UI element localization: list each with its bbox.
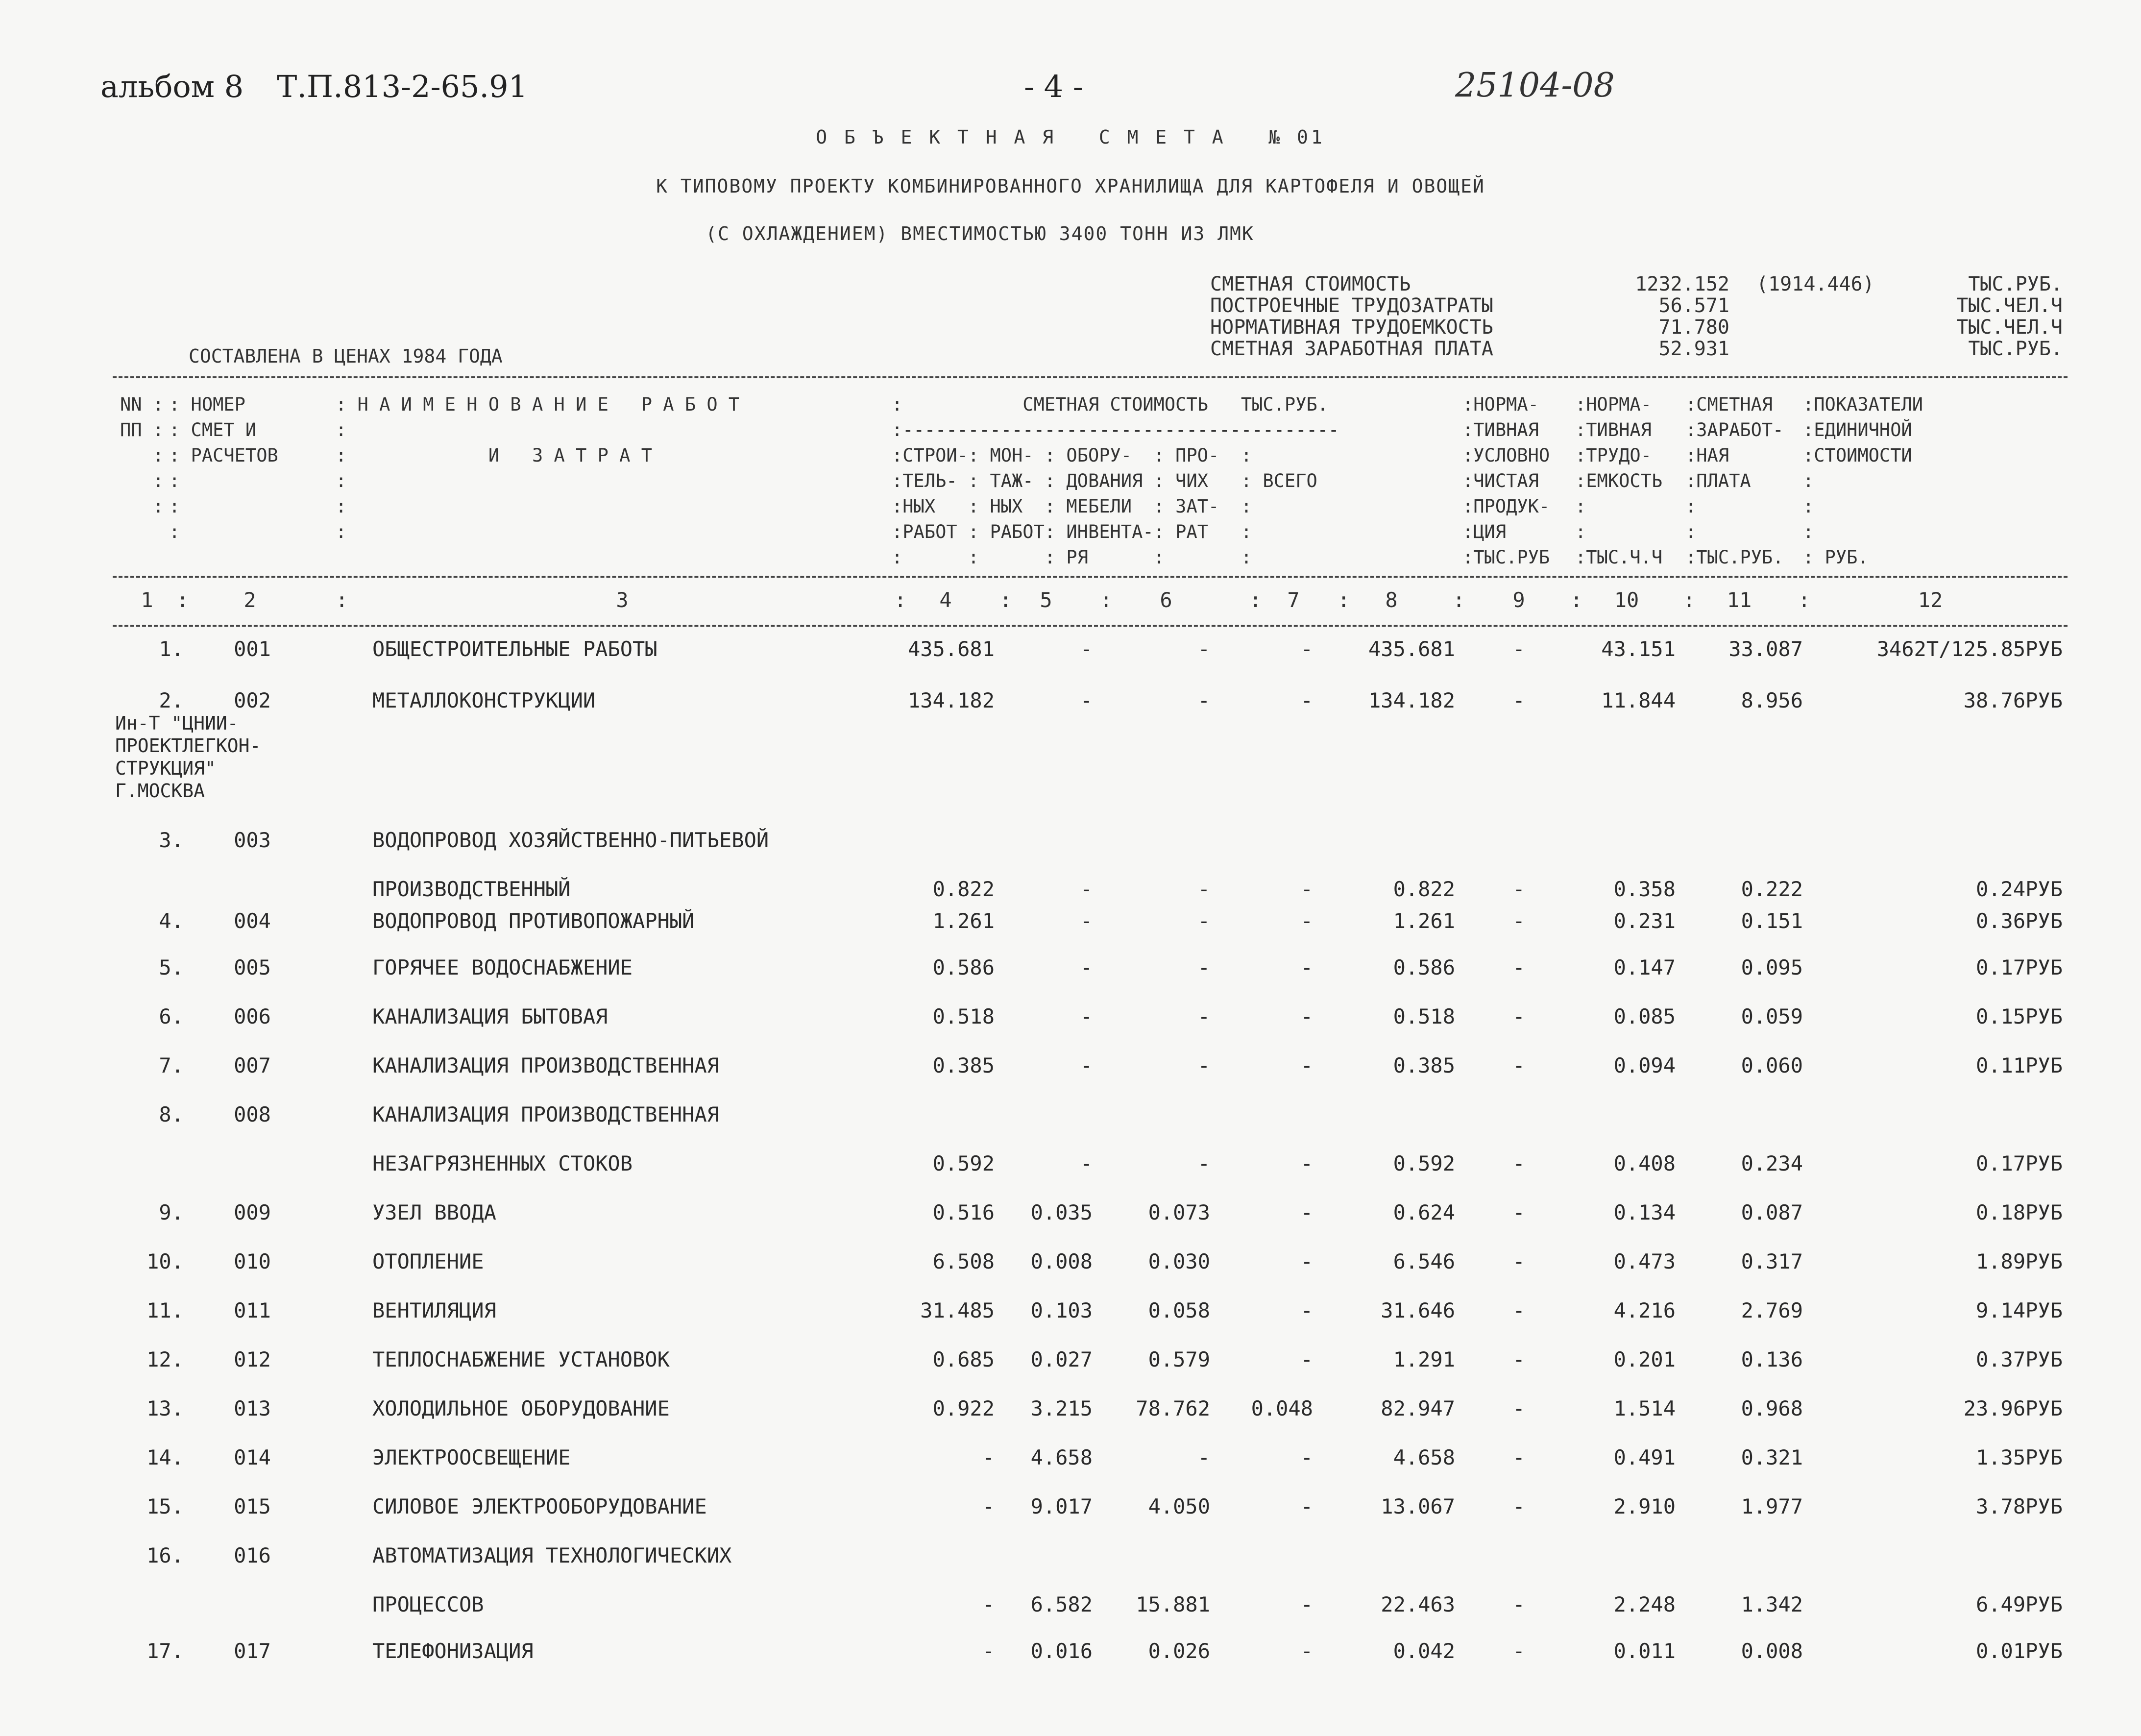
column-number: 6 — [1160, 588, 1172, 612]
value-cell-c10: 0.231 — [1613, 909, 1676, 933]
summary-unit: ТЫС.РУБ. — [1968, 273, 2063, 295]
row-number: 16. — [146, 1543, 184, 1567]
value-cell-c4: 0.516 — [932, 1200, 995, 1224]
estimate-code: 007 — [234, 1053, 271, 1077]
value-cell-c6: - — [1197, 877, 1210, 901]
value-cell-c9: - — [1512, 1592, 1525, 1616]
row-number: 7. — [159, 1053, 184, 1077]
value-cell-c8: 1.261 — [1393, 909, 1455, 933]
value-cell-c8: 31.646 — [1381, 1298, 1455, 1322]
value-cell-c10: 0.085 — [1613, 1004, 1676, 1028]
value-cell-c6: 0.579 — [1148, 1347, 1210, 1371]
value-cell-c4: 0.922 — [932, 1396, 995, 1420]
value-cell-c10: 0.358 — [1613, 877, 1676, 901]
value-cell-c7: - — [1300, 1151, 1313, 1175]
estimate-code: 014 — [234, 1445, 271, 1469]
column-separator: : — [1453, 588, 1465, 612]
value-cell-c9: - — [1512, 1639, 1525, 1663]
value-cell-c11: 0.136 — [1741, 1347, 1803, 1371]
value-cell-c7: - — [1300, 1249, 1313, 1273]
value-cell-c7: - — [1300, 1592, 1313, 1616]
value-cell-c7: - — [1300, 1053, 1313, 1077]
value-cell-c9: - — [1512, 1298, 1525, 1322]
divider — [113, 576, 2068, 578]
album-label: альбом 8 — [100, 69, 244, 104]
value-cell-c9: - — [1512, 1151, 1525, 1175]
value-cell-c8: 0.592 — [1393, 1151, 1455, 1175]
value-cell-c7: - — [1300, 909, 1313, 933]
summary-label: СМЕТНАЯ СТОИМОСТЬ — [1210, 273, 1411, 295]
value-cell-c4: 134.182 — [907, 688, 995, 712]
work-name: ОТОПЛЕНИЕ — [372, 1249, 484, 1273]
col-header-pok: :ПОКАЗАТЕЛИ :ЕДИНИЧНОЙ :СТОИМОСТИ : : : : РУБ. — [1803, 394, 1923, 568]
work-name: ВОДОПРОВОД ПРОТИВОПОЖАРНЫЙ — [372, 909, 695, 933]
value-cell-c5: - — [1080, 637, 1093, 661]
value-cell-c12: 3462Т/125.85РУБ — [1876, 637, 2063, 661]
summary-label: НОРМАТИВНАЯ ТРУДОЕМКОСТЬ — [1210, 316, 1493, 339]
row-number: 4. — [159, 909, 184, 933]
value-cell-c6: 0.073 — [1148, 1200, 1210, 1224]
summary-value: 1232.152 — [1635, 273, 1729, 295]
value-cell-c9: - — [1512, 1200, 1525, 1224]
estimate-subtitle: К ТИПОВОМУ ПРОЕКТУ КОМБИНИРОВАННОГО ХРАНИЛИЩА ДЛЯ КАРТОФЕЛЯ И ОВОЩЕЙ — [656, 175, 1485, 197]
value-cell-c6: - — [1197, 1053, 1210, 1077]
col-header-norm: :НОРМА- :ТИВНАЯ :УСЛОВНО :ЧИСТАЯ :ПРОДУК- :ЦИЯ :ТЫС.РУБ — [1462, 394, 1550, 568]
value-cell-c11: 0.234 — [1741, 1151, 1803, 1175]
estimate-code: 003 — [234, 828, 271, 852]
work-name: ГОРЯЧЕЕ ВОДОСНАБЖЕНИЕ — [372, 955, 633, 979]
value-cell-c7: - — [1300, 637, 1313, 661]
value-cell-c6: - — [1197, 688, 1210, 712]
estimate-code: 002 — [234, 688, 271, 712]
col-header-zp: :СМЕТНАЯ :ЗАРАБОТ- :НАЯ :ПЛАТА : : :ТЫС.РУБ. — [1685, 394, 1784, 568]
value-cell-c9: - — [1512, 1053, 1525, 1077]
row-number: 1. — [159, 637, 184, 661]
value-cell-c12: 0.17РУБ — [1975, 1151, 2063, 1175]
value-cell-c7: - — [1300, 1639, 1313, 1663]
value-cell-c4: - — [982, 1592, 995, 1616]
column-number: 8 — [1385, 588, 1398, 612]
col-header-cost-sub: :СТРОИ-: МОН- : ОБОРУ- : ПРО- : :ТЕЛЬ- : ТАЖ- : ДОВАНИЯ : ЧИХ : ВСЕГО :НЫХ : НЫХ : МЕБЕЛИ : ЗАТ- : :РАБОТ : РАБОТ: ИНВЕНТА-: РАТ : : : : РЯ : : — [892, 445, 1317, 568]
work-name: КАНАЛИЗАЦИЯ ПРОИЗВОДСТВЕННАЯ — [372, 1053, 720, 1077]
value-cell-c12: 1.89РУБ — [1975, 1249, 2063, 1273]
value-cell-c10: 0.408 — [1613, 1151, 1676, 1175]
column-separator: : — [1249, 588, 1262, 612]
value-cell-c12: 0.24РУБ — [1975, 877, 2063, 901]
value-cell-c10: 1.514 — [1613, 1396, 1676, 1420]
column-number: 7 — [1287, 588, 1300, 612]
value-cell-c4: 435.681 — [907, 637, 995, 661]
value-cell-c10: 0.011 — [1613, 1639, 1676, 1663]
value-cell-c11: 0.968 — [1741, 1396, 1803, 1420]
estimate-code: 013 — [234, 1396, 271, 1420]
value-cell-c11: 33.087 — [1728, 637, 1803, 661]
summary-value: 56.571 — [1658, 294, 1729, 317]
value-cell-c12: 0.11РУБ — [1975, 1053, 2063, 1077]
row-number: 17. — [146, 1639, 184, 1663]
value-cell-c9: - — [1512, 1004, 1525, 1028]
value-cell-c5: 4.658 — [1030, 1445, 1093, 1469]
value-cell-c8: 22.463 — [1381, 1592, 1455, 1616]
summary-extra: (1914.446) — [1756, 273, 1874, 295]
value-cell-c11: 0.059 — [1741, 1004, 1803, 1028]
value-cell-c5: 0.103 — [1030, 1298, 1093, 1322]
value-cell-c12: 0.37РУБ — [1975, 1347, 2063, 1371]
estimate-code: 010 — [234, 1249, 271, 1273]
summary-unit: ТЫС.ЧЕЛ.Ч — [1956, 294, 2063, 317]
estimate-title: О Б Ъ Е К Т Н А Я С М Е Т А № 01 — [816, 126, 1325, 148]
value-cell-c5: 0.027 — [1030, 1347, 1093, 1371]
summary-value: 52.931 — [1658, 338, 1729, 360]
column-number: 10 — [1614, 588, 1639, 612]
estimate-code: 006 — [234, 1004, 271, 1028]
value-cell-c6: - — [1197, 909, 1210, 933]
column-separator: : — [894, 588, 907, 612]
value-cell-c4: 0.385 — [932, 1053, 995, 1077]
work-name-continued: ПРОЦЕССОВ — [372, 1592, 484, 1616]
value-cell-c5: - — [1080, 688, 1093, 712]
value-cell-c12: 1.35РУБ — [1975, 1445, 2063, 1469]
value-cell-c10: 4.216 — [1613, 1298, 1676, 1322]
work-name: ВЕНТИЛЯЦИЯ — [372, 1298, 496, 1322]
project-code: Т.П.813-2-65.91 — [277, 69, 528, 104]
value-cell-c5: 0.035 — [1030, 1200, 1093, 1224]
value-cell-c10: 43.151 — [1601, 637, 1676, 661]
value-cell-c5: 6.582 — [1030, 1592, 1093, 1616]
summary-label: ПОСТРОЕЧНЫЕ ТРУДОЗАТРАТЫ — [1210, 294, 1493, 317]
value-cell-c4: 0.822 — [932, 877, 995, 901]
col-header-cost: : СМЕТНАЯ СТОИМОСТЬ ТЫС.РУБ. :---------------------------------------- — [892, 394, 1339, 440]
column-separator: : — [1570, 588, 1583, 612]
value-cell-c9: - — [1512, 909, 1525, 933]
value-cell-c8: 13.067 — [1381, 1494, 1455, 1518]
work-name: ТЕПЛОСНАБЖЕНИЕ УСТАНОВОК — [372, 1347, 670, 1371]
value-cell-c6: - — [1197, 637, 1210, 661]
value-cell-c12: 9.14РУБ — [1975, 1298, 2063, 1322]
value-cell-c6: 15.881 — [1136, 1592, 1210, 1616]
column-number: 2 — [243, 588, 256, 612]
value-cell-c10: 0.473 — [1613, 1249, 1676, 1273]
row-note: Ин-Т "ЦНИИ- ПРОЕКТЛЕГКОН- СТРУКЦИЯ" Г.МОСКВА — [115, 712, 261, 802]
column-separator: : — [336, 588, 348, 612]
column-number: 11 — [1727, 588, 1752, 612]
value-cell-c5: 3.215 — [1030, 1396, 1093, 1420]
page-number: - 4 - — [1024, 69, 1083, 104]
value-cell-c10: 0.491 — [1613, 1445, 1676, 1469]
estimate-code: 009 — [234, 1200, 271, 1224]
value-cell-c11: 0.151 — [1741, 909, 1803, 933]
value-cell-c5: - — [1080, 1151, 1093, 1175]
value-cell-c7: - — [1300, 1298, 1313, 1322]
work-name: АВТОМАТИЗАЦИЯ ТЕХНОЛОГИЧЕСКИХ — [372, 1543, 732, 1567]
value-cell-c12: 6.49РУБ — [1975, 1592, 2063, 1616]
column-number: 5 — [1040, 588, 1052, 612]
value-cell-c12: 0.01РУБ — [1975, 1639, 2063, 1663]
col-header-nn: NN : ПП : : : : — [120, 394, 164, 517]
value-cell-c7: - — [1300, 877, 1313, 901]
value-cell-c8: 0.042 — [1393, 1639, 1455, 1663]
value-cell-c9: - — [1512, 1445, 1525, 1469]
column-separator: : — [1683, 588, 1696, 612]
estimate-code: 015 — [234, 1494, 271, 1518]
value-cell-c8: 0.822 — [1393, 877, 1455, 901]
value-cell-c5: 0.008 — [1030, 1249, 1093, 1273]
value-cell-c4: 31.485 — [920, 1298, 995, 1322]
column-separator: : — [176, 588, 189, 612]
work-name: ОБЩЕСТРОИТЕЛЬНЫЕ РАБОТЫ — [372, 637, 657, 661]
column-separator: : — [1798, 588, 1811, 612]
value-cell-c8: 6.546 — [1393, 1249, 1455, 1273]
value-cell-c9: - — [1512, 637, 1525, 661]
row-number: 14. — [146, 1445, 184, 1469]
value-cell-c10: 0.201 — [1613, 1347, 1676, 1371]
summary-value: 71.780 — [1658, 316, 1729, 339]
value-cell-c6: 78.762 — [1136, 1396, 1210, 1420]
summary-unit: ТЫС.ЧЕЛ.Ч — [1956, 316, 2063, 339]
document-number: 25104-08 — [1455, 66, 1615, 105]
value-cell-c7: 0.048 — [1251, 1396, 1313, 1420]
value-cell-c5: - — [1080, 877, 1093, 901]
estimate-code: 004 — [234, 909, 271, 933]
divider — [113, 625, 2068, 627]
value-cell-c4: 0.518 — [932, 1004, 995, 1028]
value-cell-c11: 2.769 — [1741, 1298, 1803, 1322]
row-number: 10. — [146, 1249, 184, 1273]
estimate-code: 011 — [234, 1298, 271, 1322]
value-cell-c7: - — [1300, 1347, 1313, 1371]
value-cell-c8: 0.624 — [1393, 1200, 1455, 1224]
row-number: 12. — [146, 1347, 184, 1371]
summary-label: СМЕТНАЯ ЗАРАБОТНАЯ ПЛАТА — [1210, 338, 1493, 360]
value-cell-c5: 0.016 — [1030, 1639, 1093, 1663]
value-cell-c9: - — [1512, 688, 1525, 712]
estimate-code: 008 — [234, 1102, 271, 1126]
value-cell-c6: 0.058 — [1148, 1298, 1210, 1322]
value-cell-c4: - — [982, 1639, 995, 1663]
estimate-code: 016 — [234, 1543, 271, 1567]
column-number: 3 — [616, 588, 629, 612]
work-name-continued: ПРОИЗВОДСТВЕННЫЙ — [372, 877, 571, 901]
value-cell-c4: - — [982, 1494, 995, 1518]
summary-unit: ТЫС.РУБ. — [1968, 338, 2063, 360]
value-cell-c6: - — [1197, 955, 1210, 979]
column-number: 1 — [141, 588, 153, 612]
value-cell-c4: 6.508 — [932, 1249, 995, 1273]
value-cell-c8: 0.518 — [1393, 1004, 1455, 1028]
value-cell-c6: 4.050 — [1148, 1494, 1210, 1518]
column-separator: : — [1338, 588, 1350, 612]
value-cell-c10: 0.134 — [1613, 1200, 1676, 1224]
work-name: МЕТАЛЛОКОНСТРУКЦИИ — [372, 688, 596, 712]
value-cell-c11: 0.321 — [1741, 1445, 1803, 1469]
value-cell-c12: 0.17РУБ — [1975, 955, 2063, 979]
value-cell-c8: 435.681 — [1368, 637, 1455, 661]
work-name: КАНАЛИЗАЦИЯ БЫТОВАЯ — [372, 1004, 608, 1028]
value-cell-c11: 0.222 — [1741, 877, 1803, 901]
row-number: 13. — [146, 1396, 184, 1420]
value-cell-c7: - — [1300, 1494, 1313, 1518]
value-cell-c10: 11.844 — [1601, 688, 1676, 712]
row-number: 15. — [146, 1494, 184, 1518]
value-cell-c11: 8.956 — [1741, 688, 1803, 712]
column-number: 12 — [1918, 588, 1943, 612]
estimate-subtitle-2: (С ОХЛАЖДЕНИЕМ) ВМЕСТИМОСТЬЮ 3400 ТОНН ИЗ ЛМК — [706, 223, 1254, 245]
row-number: 11. — [146, 1298, 184, 1322]
value-cell-c6: - — [1197, 1004, 1210, 1028]
row-number: 8. — [159, 1102, 184, 1126]
estimate-code: 005 — [234, 955, 271, 979]
value-cell-c12: 3.78РУБ — [1975, 1494, 2063, 1518]
value-cell-c4: 0.586 — [932, 955, 995, 979]
work-name: ТЕЛЕФОНИЗАЦИЯ — [372, 1639, 534, 1663]
value-cell-c7: - — [1300, 688, 1313, 712]
value-cell-c7: - — [1300, 1004, 1313, 1028]
value-cell-c9: - — [1512, 955, 1525, 979]
value-cell-c5: - — [1080, 909, 1093, 933]
value-cell-c12: 0.36РУБ — [1975, 909, 2063, 933]
column-number: 4 — [939, 588, 952, 612]
work-name-continued: НЕЗАГРЯЗНЕННЫХ СТОКОВ — [372, 1151, 633, 1175]
value-cell-c12: 0.15РУБ — [1975, 1004, 2063, 1028]
value-cell-c8: 1.291 — [1393, 1347, 1455, 1371]
value-cell-c11: 0.087 — [1741, 1200, 1803, 1224]
value-cell-c9: - — [1512, 1494, 1525, 1518]
value-cell-c10: 2.248 — [1613, 1592, 1676, 1616]
column-number: 9 — [1512, 588, 1525, 612]
row-number: 2. — [159, 688, 184, 712]
value-cell-c9: - — [1512, 1249, 1525, 1273]
value-cell-c12: 0.18РУБ — [1975, 1200, 2063, 1224]
value-cell-c9: - — [1512, 1396, 1525, 1420]
value-cell-c5: - — [1080, 1004, 1093, 1028]
value-cell-c11: 0.317 — [1741, 1249, 1803, 1273]
value-cell-c11: 0.060 — [1741, 1053, 1803, 1077]
value-cell-c11: 1.342 — [1741, 1592, 1803, 1616]
value-cell-c6: - — [1197, 1445, 1210, 1469]
prices-note: СОСТАВЛЕНА В ЦЕНАХ 1984 ГОДА — [189, 345, 503, 367]
column-separator: : — [1100, 588, 1113, 612]
value-cell-c7: - — [1300, 955, 1313, 979]
row-number: 5. — [159, 955, 184, 979]
column-separator: : — [999, 588, 1012, 612]
divider — [113, 376, 2068, 378]
value-cell-c4: 0.592 — [932, 1151, 995, 1175]
value-cell-c11: 0.095 — [1741, 955, 1803, 979]
work-name: ХОЛОДИЛЬНОЕ ОБОРУДОВАНИЕ — [372, 1396, 670, 1420]
col-header-name: : Н А И М Е Н О В А Н И Е Р А Б О Т : : И З А Т Р А Т : : : — [336, 394, 740, 542]
value-cell-c9: - — [1512, 877, 1525, 901]
value-cell-c10: 0.094 — [1613, 1053, 1676, 1077]
value-cell-c8: 0.586 — [1393, 955, 1455, 979]
estimate-code: 012 — [234, 1347, 271, 1371]
row-number: 3. — [159, 828, 184, 852]
row-number: 9. — [159, 1200, 184, 1224]
value-cell-c6: - — [1197, 1151, 1210, 1175]
value-cell-c11: 0.008 — [1741, 1639, 1803, 1663]
value-cell-c4: 1.261 — [932, 909, 995, 933]
value-cell-c8: 82.947 — [1381, 1396, 1455, 1420]
value-cell-c11: 1.977 — [1741, 1494, 1803, 1518]
value-cell-c7: - — [1300, 1445, 1313, 1469]
estimate-code: 017 — [234, 1639, 271, 1663]
value-cell-c4: 0.685 — [932, 1347, 995, 1371]
value-cell-c6: 0.030 — [1148, 1249, 1210, 1273]
row-number: 6. — [159, 1004, 184, 1028]
col-header-trud: :НОРМА- :ТИВНАЯ :ТРУДО- :ЕМКОСТЬ : : :ТЫС.Ч.Ч — [1575, 394, 1663, 568]
value-cell-c4: - — [982, 1445, 995, 1469]
value-cell-c5: - — [1080, 955, 1093, 979]
value-cell-c10: 2.910 — [1613, 1494, 1676, 1518]
value-cell-c12: 38.76РУБ — [1963, 688, 2063, 712]
value-cell-c6: 0.026 — [1148, 1639, 1210, 1663]
value-cell-c8: 4.658 — [1393, 1445, 1455, 1469]
value-cell-c5: 9.017 — [1030, 1494, 1093, 1518]
value-cell-c10: 0.147 — [1613, 955, 1676, 979]
work-name: СИЛОВОЕ ЭЛЕКТРООБОРУДОВАНИЕ — [372, 1494, 707, 1518]
value-cell-c5: - — [1080, 1053, 1093, 1077]
value-cell-c9: - — [1512, 1347, 1525, 1371]
col-header-smeta: : НОМЕР : СМЕТ И : РАСЧЕТОВ : : : — [169, 394, 278, 542]
value-cell-c8: 0.385 — [1393, 1053, 1455, 1077]
value-cell-c7: - — [1300, 1200, 1313, 1224]
work-name: КАНАЛИЗАЦИЯ ПРОИЗВОДСТВЕННАЯ — [372, 1102, 720, 1126]
work-name: ЭЛЕКТРООСВЕЩЕНИЕ — [372, 1445, 571, 1469]
estimate-code: 001 — [234, 637, 271, 661]
work-name: УЗЕЛ ВВОДА — [372, 1200, 496, 1224]
value-cell-c12: 23.96РУБ — [1963, 1396, 2063, 1420]
work-name: ВОДОПРОВОД ХОЗЯЙСТВЕННО-ПИТЬЕВОЙ — [372, 828, 769, 852]
value-cell-c8: 134.182 — [1368, 688, 1455, 712]
